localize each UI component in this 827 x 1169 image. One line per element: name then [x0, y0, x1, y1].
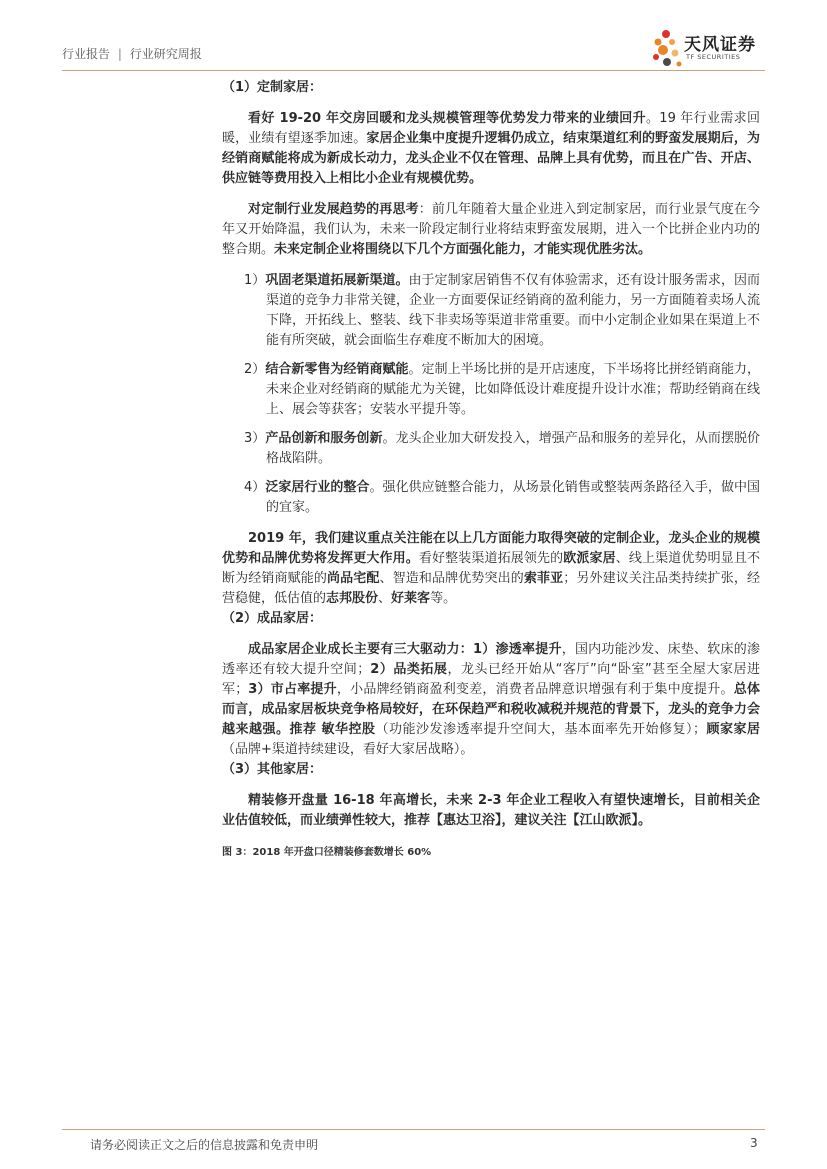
bold-text: 总体而言，成品家居板块竞争格局较好，在环保趋严和税收减税并规范的背景下，龙头的竞争力会越来越强。推荐 敏华控股	[222, 682, 760, 737]
paragraph	[222, 529, 760, 609]
bold-text: 3）市占率提升	[248, 682, 337, 697]
text: ：前几年随着大量企业进入到定制家居，而行业景气度在今年又开始降温，我们认为，未来一阶段定制行业将结束野蛮发展期，进入一个比拼企业内功的整合期。	[222, 202, 760, 257]
bold-text: 索菲亚	[523, 571, 564, 586]
bold-text: 家居企业集中度提升逻辑仍成立，结束渠道红利的野蛮发展期后，为经销商赋能将成为新成长动力，龙头企业不仅在管理、品牌上具有优势，而且在广告、开店、供应链等费用投入上相比小企业有规模优势。	[222, 131, 760, 186]
text: ；另外建议关注品类持续扩张，经营稳健，低估值的	[222, 571, 760, 606]
text: 。定制上半场比拼的是开店速度，下半场将比拼经销商能力，未来企业对经销商的赋能尤为关键，比如降低设计难度提升设计水准；帮助经销商在线上、展会等获客；安装水平提升等。	[266, 362, 761, 417]
bold-text: 尚品宅配	[327, 571, 380, 586]
bold-text: 精装修开盘量 16-18 年高增长，未来 2-3 年企业工程收入有望快速增长，目前相关企业估值较低，而业绩弹性较大，推荐【惠达卫浴】，建议关注【江山欧派】。	[222, 793, 760, 828]
text: 。强化供应链整合能力，从场景化销售或整装两条路径入手，做中国的宜家。	[266, 480, 760, 515]
bold-text: 2）品类拓展	[370, 662, 448, 677]
list-item	[222, 429, 760, 469]
text: （品牌+渠道持续建设，看好大家居战略）。	[222, 742, 474, 757]
paragraph	[222, 640, 760, 760]
paragraph	[222, 200, 760, 260]
text: 、线上渠道优势明显且不断为经销商赋能的	[222, 551, 760, 586]
header-divider	[62, 70, 765, 71]
bold-text: 看好 19-20 年交房回暖和龙头规模管理等优势发力带来的业绩回升	[248, 111, 646, 126]
bold-text: 2019 年，我们建议重点关注能在以上几方面能力取得突破的定制企业，龙头企业的规模优势和品牌优势将发挥更大作用。	[222, 531, 760, 566]
section-title: （3）其他家居：	[222, 762, 323, 777]
footer-disclaimer: 请务必阅读正文之后的信息披露和免责申明	[90, 1138, 319, 1152]
logo-english-name: TF SECURITIES	[686, 53, 741, 61]
list-item	[222, 478, 760, 518]
logo-chinese-name: 天风证券	[684, 35, 756, 55]
bold-text: 顾家家居	[705, 722, 760, 737]
text: 、	[378, 591, 392, 606]
text: 、智造和品牌优势突出的	[379, 571, 524, 586]
list-number: 2）	[244, 362, 266, 377]
report-type: 行业报告	[62, 47, 111, 61]
text: （功能沙发渗透率提升空间大，基本面率先开始修复）；	[375, 722, 706, 737]
report-header	[62, 45, 202, 62]
section-title: （2）成品家居：	[222, 611, 323, 626]
text: 。19 年行业需求回暖，业绩有望逐季加速。	[222, 111, 760, 146]
paragraph	[222, 791, 760, 831]
header-separator: |	[117, 47, 122, 61]
bold-text: 巩固老渠道拓展新渠道。	[265, 273, 409, 288]
list-number: 4）	[244, 480, 266, 495]
list-number: 1）	[244, 273, 266, 288]
text: ，国内功能沙发、床垫、软床的渗透率还有较大提升空间；	[222, 642, 760, 677]
bold-text: 志邦股份	[326, 591, 379, 606]
figure-caption: 图 3：2018 年开盘口径精装修套数增长 60%	[222, 847, 432, 858]
text: 等。	[430, 591, 457, 606]
section-title: （1）定制家居：	[222, 80, 323, 95]
paragraph	[222, 109, 760, 189]
page-number: 3	[750, 1136, 758, 1150]
bold-text: 对定制行业发展趋势的再思考	[248, 202, 419, 217]
text: ，小品牌经销商盈利变差，消费者品牌意识增强有利于集中度提升。	[336, 682, 734, 697]
footer-divider	[62, 1129, 765, 1130]
bold-text: 产品创新和服务创新	[265, 431, 383, 446]
text: 看好整装渠道拓展领先的	[418, 551, 564, 566]
bold-text: 未来定制企业将围绕以下几个方面强化能力，才能实现优胜劣汰。	[274, 242, 652, 257]
bold-text: 成品家居企业成长主要有三大驱动力：1）渗透率提升	[248, 642, 562, 657]
list-number: 3）	[244, 431, 266, 446]
bold-text: 结合新零售为经销商赋能	[265, 362, 409, 377]
main-content	[222, 78, 760, 863]
report-subtype: 行业研究周报	[129, 47, 202, 61]
text: 由于定制家居销售不仅有体验需求，还有设计服务需求，因而渠道的竞争力非常关键，企业一方面要保证经销商的盈利能力，另一方面随着卖场人流下降，开拓线上、整装、线下非卖场等渠道非常重要。而中小定制企业如果在渠道上不能有所突破，就会面临生存难度不断加大的困境。	[266, 273, 761, 348]
list-item	[222, 360, 760, 420]
bold-text: 欧派家居	[563, 551, 616, 566]
list-item	[222, 271, 760, 351]
bold-text: 泛家居行业的整合	[265, 480, 370, 495]
text: 。龙头企业加大研发投入，增强产品和服务的差异化，从而摆脱价格战陷阱。	[266, 431, 760, 466]
text: ，龙头已经开始从“客厅”向“卧室”甚至全屋大家居进军；	[222, 662, 760, 697]
bold-text: 好莱客	[391, 591, 431, 606]
